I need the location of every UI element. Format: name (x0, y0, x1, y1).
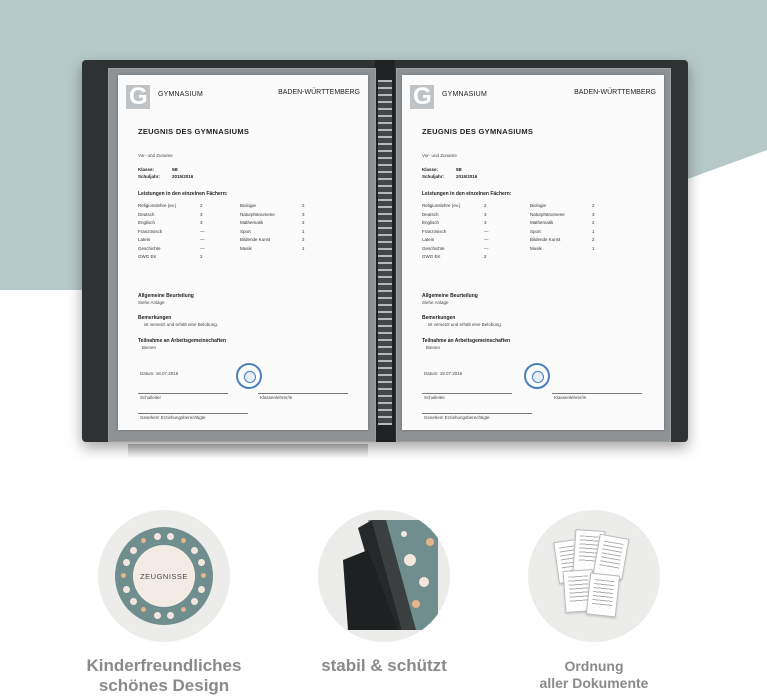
feature-durability-caption (284, 656, 484, 676)
subject-name: Englisch (422, 220, 440, 225)
subject-name: Englisch (138, 220, 156, 225)
grade-row (530, 220, 595, 225)
subject-name: Mathematik (530, 220, 554, 225)
grade-row (138, 254, 203, 259)
binder-ring-mechanism (378, 80, 392, 425)
assessment-text: Siehe Anlage (138, 300, 165, 305)
official-seal-icon (236, 363, 262, 389)
certificate-right (402, 75, 664, 430)
state-name: BADEN-WÜRTTEMBERG (574, 89, 656, 96)
school-name: GYMNASIUM (442, 91, 487, 98)
name-label: Vor- und Zuname (138, 153, 173, 158)
grade-value: 2 (592, 220, 595, 225)
flower-dot (130, 547, 137, 554)
flower-dot (167, 612, 174, 619)
remarks-text: ist versetzt und erhält eine Belobung. (428, 322, 503, 327)
grade-value: 3 (302, 211, 305, 217)
flower-dot (141, 607, 146, 612)
grade-value: — (200, 228, 205, 234)
subject-name: Sport (240, 228, 251, 234)
subject-name: Biologie (240, 203, 257, 208)
year-value: 2015/2016 (456, 174, 478, 179)
grade-row (422, 245, 489, 251)
flower-dot (191, 547, 198, 554)
grade-value: 2 (200, 203, 203, 208)
grade-row (138, 237, 205, 242)
subject-name: Bildende Kunst (240, 237, 271, 242)
grade-row (138, 220, 203, 225)
subject-name: Biologie (530, 203, 547, 208)
grade-value: 2 (592, 237, 595, 242)
subject-name: Musik (240, 245, 252, 251)
caption-line: aller Dokumente (539, 675, 649, 691)
signature-line (422, 413, 532, 414)
subject-name: Bildende Kunst (530, 237, 561, 242)
year-value: 2015/2016 (172, 174, 194, 179)
workgroups-text: Bienen (426, 345, 441, 350)
feature-organization-circle (528, 510, 660, 642)
subject-name: Latein (422, 237, 435, 242)
parent-signature-label: Gesehen! Erziehungsberechtigte (424, 415, 490, 420)
workgroups-heading: Teilnahme an Arbeitsgemeinschaften (138, 338, 227, 344)
date-text: Datum: 18.07.2016 (424, 371, 463, 376)
grades-heading: Leistungen in den einzelnen Fächern: (422, 191, 512, 197)
binder-corner-icon (338, 520, 438, 630)
assessment-heading: Allgemeine Beurteilung (138, 293, 194, 299)
remarks-heading: Bemerkungen (138, 315, 172, 321)
grade-row (240, 228, 305, 234)
date-text: Datum: 18.07.2016 (140, 371, 179, 376)
grade-value: 2 (592, 203, 595, 208)
feature-organization-caption (494, 658, 694, 692)
subject-name: Deutsch (138, 211, 155, 217)
flower-dot (123, 559, 130, 566)
workgroups-text: Bienen (142, 345, 157, 350)
grade-value: — (200, 245, 205, 251)
year-label: Schuljahr: (138, 174, 161, 179)
class-value: 5B (456, 167, 462, 172)
flower-dot (198, 586, 205, 593)
signature-line (552, 393, 642, 394)
flower-dot (181, 538, 186, 543)
school-logo-icon (410, 85, 434, 109)
floral-cover-icon (115, 527, 213, 625)
grade-row (240, 245, 305, 251)
subject-name: Französisch (422, 228, 447, 234)
grade-value: 2 (484, 254, 487, 259)
cover-label-plate (133, 545, 195, 607)
binder-shadow (128, 444, 368, 458)
certificate-title: ZEUGNIS DES GYMNASIUMS (422, 127, 534, 136)
flower-dot (198, 559, 205, 566)
school-name: GYMNASIUM (158, 91, 203, 98)
name-label: Vor- und Zuname (422, 153, 457, 158)
certificate-left (118, 75, 368, 430)
caption-line: stabil & schützt (321, 656, 447, 675)
teacher-signature-label: Klassenlehrer/in (554, 395, 587, 400)
feature-design-circle (98, 510, 230, 642)
remarks-text: ist versetzt und erhält eine Belobung. (144, 322, 219, 327)
signature-line (422, 393, 512, 394)
remarks-heading: Bemerkungen (422, 315, 456, 321)
certificate-header (126, 85, 360, 107)
certificate-header (410, 85, 656, 107)
grade-row (422, 237, 489, 242)
open-binder (82, 60, 688, 442)
flower-dot (154, 612, 161, 619)
flower-dot (181, 607, 186, 612)
grade-value: 3 (200, 220, 203, 225)
grade-value: 2 (302, 203, 305, 208)
grade-row (422, 203, 487, 208)
signature-line (138, 393, 228, 394)
class-label: Klasse: (422, 167, 439, 172)
school-logo-icon (126, 85, 150, 109)
principal-signature-label: Schulleiter (140, 395, 162, 400)
grade-value: 3 (484, 211, 487, 217)
flower-dot (167, 533, 174, 540)
grade-value: 2 (302, 220, 305, 225)
grade-value: 2 (200, 254, 203, 259)
grade-value: — (484, 228, 489, 234)
flower-dot (130, 598, 137, 605)
feature-design-caption (64, 656, 264, 696)
grade-row (138, 211, 203, 217)
grade-row (530, 245, 595, 251)
flower-dot (154, 533, 161, 540)
teacher-signature-label: Klassenlehrer/in (260, 395, 293, 400)
subject-name: Religionslehre (ev.) (422, 203, 461, 208)
grade-row (138, 203, 203, 208)
subject-name: Mathematik (240, 220, 264, 225)
state-name: BADEN-WÜRTTEMBERG (278, 89, 360, 96)
grade-row (240, 237, 305, 242)
grade-row (138, 245, 205, 251)
subject-name: Deutsch (422, 211, 439, 217)
caption-line: Ordnung (564, 658, 624, 674)
flower-dot (123, 586, 130, 593)
certificate-title: ZEUGNIS DES GYMNASIUMS (138, 127, 250, 136)
grade-row (422, 254, 487, 259)
grade-row (240, 203, 305, 208)
grade-row (530, 237, 595, 242)
caption-line: Kinderfreundliches (86, 656, 242, 675)
grade-value: 3 (484, 220, 487, 225)
grade-value: 1 (302, 245, 305, 251)
grade-row (240, 220, 305, 225)
document-stack-icon (556, 530, 636, 620)
grade-row (138, 228, 205, 234)
signature-line (258, 393, 348, 394)
signature-line (138, 413, 248, 414)
feature-durability-circle (318, 510, 450, 642)
subject-name: GWG EK (138, 254, 157, 259)
year-label: Schuljahr: (422, 174, 445, 179)
cover-label-text: ZEUGNISSE (140, 571, 188, 581)
assessment-heading: Allgemeine Beurteilung (422, 293, 478, 299)
grade-row (530, 211, 595, 217)
grade-row (530, 228, 595, 234)
subject-name: Naturphänomene (240, 211, 275, 217)
grade-value: 2 (302, 237, 305, 242)
grade-value: 1 (592, 245, 595, 251)
subject-name: Sport (530, 228, 541, 234)
grade-value: — (484, 245, 489, 251)
parent-signature-label: Gesehen! Erziehungsberechtigte (140, 415, 206, 420)
document-sheet (586, 573, 620, 618)
flower-dot (191, 598, 198, 605)
grade-value: 3 (200, 211, 203, 217)
grade-value: 3 (592, 211, 595, 217)
flower-dot (201, 573, 206, 578)
grade-value: 1 (592, 228, 595, 234)
grade-row (240, 211, 305, 217)
subject-name: Französisch (138, 228, 163, 234)
subject-name: Musik (530, 245, 542, 251)
grade-value: — (200, 237, 205, 242)
grade-value: 2 (484, 203, 487, 208)
flower-dot (141, 538, 146, 543)
caption-line: schönes Design (98, 676, 230, 695)
subject-name: Geschichte (422, 245, 445, 251)
grade-row (422, 228, 489, 234)
grades-heading: Leistungen in den einzelnen Fächern: (138, 191, 228, 197)
class-value: 5B (172, 167, 178, 172)
subject-name: GWG EK (422, 254, 441, 259)
subject-name: Latein (138, 237, 151, 242)
grade-value: — (484, 237, 489, 242)
subject-name: Naturphänomene (530, 211, 565, 217)
workgroups-heading: Teilnahme an Arbeitsgemeinschaften (422, 338, 511, 344)
class-label: Klasse: (138, 167, 155, 172)
grade-row (530, 203, 595, 208)
grade-row (422, 220, 487, 225)
subject-name: Religionslehre (ev.) (138, 203, 177, 208)
flower-dot (121, 573, 126, 578)
assessment-text: Siehe Anlage (422, 300, 449, 305)
official-seal-icon (524, 363, 550, 389)
grade-row (422, 211, 487, 217)
principal-signature-label: Schulleiter (424, 395, 446, 400)
subject-name: Geschichte (138, 245, 161, 251)
grade-value: 1 (302, 228, 305, 234)
